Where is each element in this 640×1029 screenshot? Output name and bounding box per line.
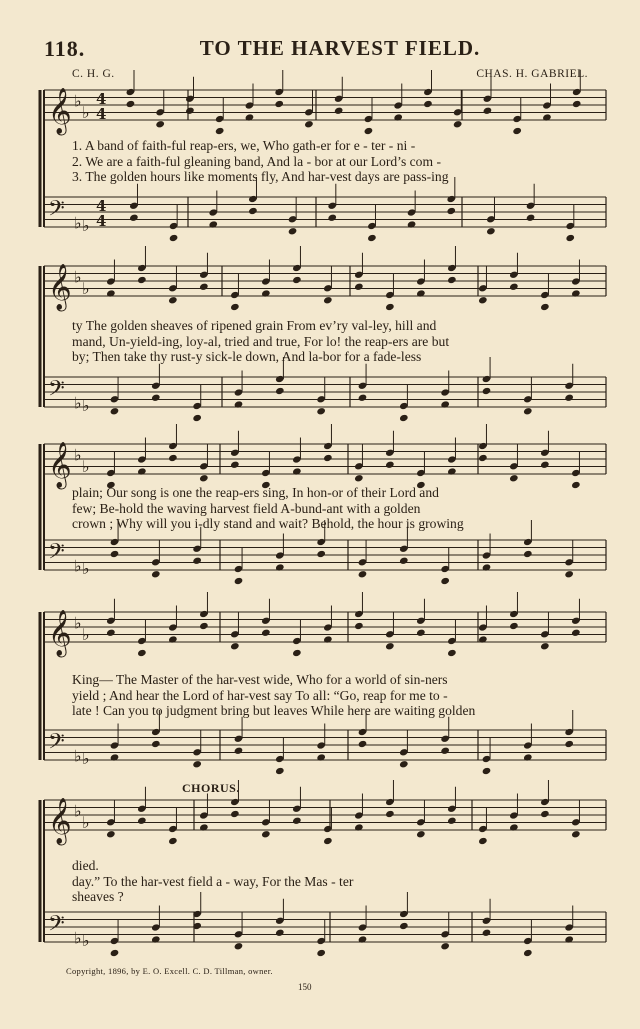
note-head [185,107,195,115]
hymn-title: TO THE HARVEST FIELD. [199,36,481,60]
note-head [151,394,161,402]
lyric-verse-1: plain; Our song is one the reap-ers sing, In hon-or of their Lord and [72,485,439,500]
note-head [358,570,368,578]
note-head [168,837,178,845]
bass-clef: 𝄢 [48,911,65,942]
treble-clef: 𝄞 [48,88,72,134]
note-head [261,629,271,637]
note-head [540,303,550,311]
note-head [523,949,533,957]
treble-clef: 𝄞 [48,442,72,488]
note-head [482,387,492,395]
note-head [364,127,374,135]
flat-sign: ♭ [82,216,90,235]
lyrics-system-3 [72,485,464,532]
flat-sign: ♭ [74,801,82,821]
note-head [323,837,333,845]
note-head [572,100,582,108]
flat-sign: ♭ [74,91,82,111]
note-head [399,557,409,565]
note-head [110,550,120,558]
note-head [137,817,147,825]
note-head [137,276,147,284]
note-head [482,929,492,937]
lyric-verse-1: died. [72,858,99,873]
note-head [354,622,364,630]
note-head [385,303,395,311]
note-head [509,474,519,482]
note-head [199,283,209,291]
note-head [447,649,457,657]
treble-clef: 𝄞 [48,610,72,656]
note-head [509,283,519,291]
time-signature: 4 [96,212,107,230]
note-head [447,276,457,284]
note-head [523,407,533,415]
note-head [230,461,240,469]
flat-sign: ♭ [82,559,90,578]
note-head [292,649,302,657]
note-head [110,949,120,957]
lyric-verse-3: late ! Can you to judgment bring but leaves While here are waiting golden [72,703,476,718]
note-head [334,107,344,115]
bass-clef: 𝄢 [48,196,65,227]
note-head [509,622,519,630]
note-head [323,454,333,462]
time-signature: 4 [96,197,107,215]
note-head [292,276,302,284]
bass-clef: 𝄢 [48,539,65,570]
lyric-verse-1: King— The Master of the har-vest wide, Who for a world of sin-ners [72,672,448,687]
note-head [275,929,285,937]
note-head [354,283,364,291]
treble-clef: 𝄞 [48,264,72,310]
note-head [540,810,550,818]
flat-sign: ♭ [74,213,82,233]
flat-sign: ♭ [74,267,82,287]
note-head [230,810,240,818]
note-head [168,454,178,462]
note-head [423,100,433,108]
note-head [564,394,574,402]
note-head [399,414,409,422]
note-head [399,760,409,768]
flat-sign: ♭ [82,812,90,832]
note-head [440,577,450,585]
time-signature: 4 [96,105,107,123]
note-head [304,120,314,128]
note-head [234,942,244,950]
flat-sign: ♭ [74,556,82,576]
note-head [564,740,574,748]
note-head [274,100,284,108]
note-head [192,557,202,565]
time-signature: 4 [96,90,107,108]
note-head [316,550,326,558]
lyric-verse-2: day.” To the har-vest field a - way, For the Mas - ter [72,873,354,889]
lyric-verse-1: 1. A band of faith-ful reap-ers, we, Who gath-er for e - ter - ni - [72,138,416,153]
note-head [571,830,581,838]
lyric-verse-2: 2. We are a faith-ful gleaning band, And la - bor at our Lord’s com - [72,153,441,169]
note-head [385,642,395,650]
note-head [540,642,550,650]
note-head [110,407,120,415]
note-head [358,740,368,748]
words-credit: C. H. G. [72,68,115,80]
note-head [230,642,240,650]
note-head [275,387,285,395]
note-head [192,414,202,422]
note-head [234,577,244,585]
note-head [571,481,581,489]
lyric-verse-2: few; Be-hold the waving harvest field A-bund-ant with a golden [72,500,421,516]
note-head [168,296,178,304]
music-credit: CHAS. H. GABRIEL. [476,68,588,80]
lyric-verse-3: 3. The golden hours like moments fly, And har-vest days are pass-ing [72,169,449,184]
note-head [316,407,326,415]
note-head [478,454,488,462]
note-head [440,942,450,950]
note-head [275,767,285,775]
bass-clef: 𝄢 [48,729,65,760]
note-head [155,120,165,128]
note-head [526,214,536,222]
note-head [316,949,326,957]
note-head [482,767,492,775]
treble-clef: 𝄞 [48,798,72,844]
lyric-verse-1: ty The golden sheaves of ripened grain From ev’ry val-ley, hill and [72,318,437,333]
note-head [385,810,395,818]
lyrics-system-2 [72,318,449,365]
flat-sign: ♭ [74,928,82,948]
bass-clef: 𝄢 [48,376,65,407]
note-head [483,107,493,115]
note-head [248,207,258,215]
hymn-number: 118. [44,36,86,61]
copyright-notice: Copyright, 1896, by E. O. Excell. C. D. Tillman, owner. [66,966,273,976]
lyrics-system-4 [72,672,475,719]
note-head [261,830,271,838]
note-head [129,214,139,222]
note-head [323,296,333,304]
note-head [564,570,574,578]
note-head [137,649,147,657]
note-head [199,622,209,630]
note-head [478,296,488,304]
note-head [540,461,550,469]
note-head [327,214,337,222]
note-head [571,629,581,637]
flat-sign: ♭ [82,456,90,476]
flat-sign: ♭ [82,278,90,298]
note-head [106,830,116,838]
chorus-label: CHORUS. [182,781,240,795]
note-head [440,747,450,755]
lyric-verse-3: sheaves ? [72,889,124,904]
note-head [230,303,240,311]
note-head [288,227,298,235]
lyric-verse-3: by; Then take thy rust-y sick-le down, And la-bor for a fade-less [72,349,422,364]
note-head [151,740,161,748]
note-head [416,830,426,838]
flat-sign: ♭ [82,931,90,950]
note-head [234,747,244,755]
note-head [478,837,488,845]
flat-sign: ♭ [74,613,82,633]
note-head [399,922,409,930]
note-head [151,570,161,578]
lyric-verse-2: mand, Un-yield-ing, loy-al, tried and true, For lo! the reap-ers are but [72,333,450,349]
lyrics-system-1 [72,138,449,185]
note-head [199,474,209,482]
note-head [523,550,533,558]
note-head [446,207,456,215]
flat-sign: ♭ [74,746,82,766]
note-head [358,394,368,402]
flat-sign: ♭ [82,102,90,122]
note-head [416,629,426,637]
note-head [106,629,116,637]
page-footmark: 150 [298,982,312,992]
note-head [215,127,225,135]
lyric-verse-3: crown ; Why will you i-dly stand and wait? Behold, the hour is growing [72,516,464,531]
note-head [169,234,179,242]
note-head [192,760,202,768]
note-head [367,234,377,242]
flat-sign: ♭ [82,396,90,415]
note-head [453,120,463,128]
lyrics-system-5 [72,858,353,905]
flat-sign: ♭ [82,749,90,768]
note-head [565,234,575,242]
flat-sign: ♭ [82,624,90,644]
note-head [354,474,364,482]
lyric-verse-2: yield ; And hear the Lord of har-vest say To all: “Go, reap for me to - [72,687,448,703]
note-head [512,127,522,135]
note-head [126,100,136,108]
note-head [292,817,302,825]
note-head [486,227,496,235]
flat-sign: ♭ [74,445,82,465]
flat-sign: ♭ [74,393,82,413]
note-head [385,461,395,469]
note-head [447,817,457,825]
